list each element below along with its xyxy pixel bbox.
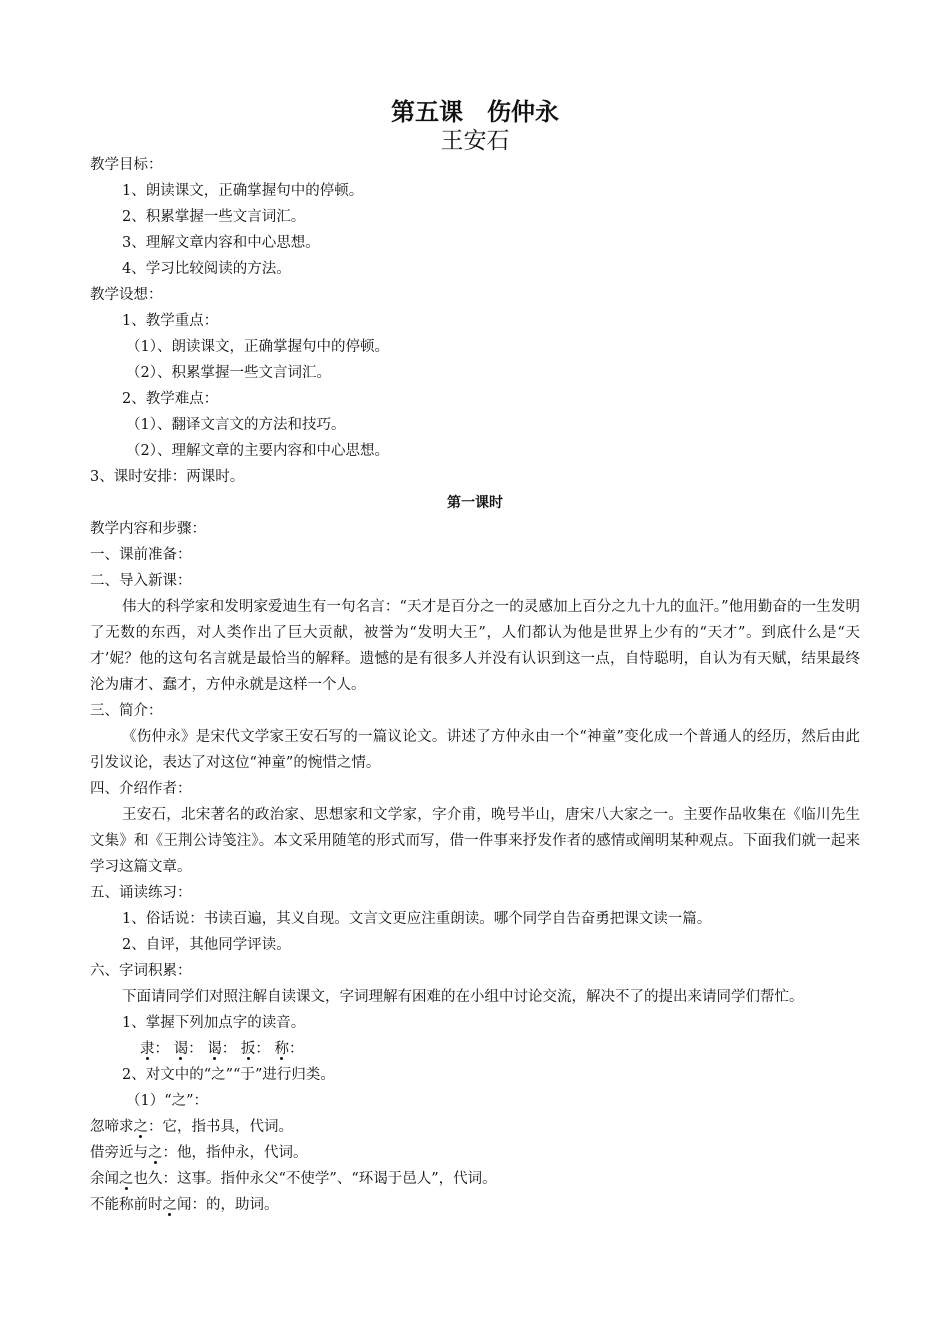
lesson-one-heading: 第一课时 — [447, 495, 503, 511]
zhi-example: 忽啼求之：它，指书具，代词。 — [90, 1119, 293, 1135]
schedule-line: 3、课时安排：两课时。 — [90, 469, 245, 485]
difficulty-heading: 2、教学难点： — [122, 391, 219, 407]
lesson-title: 第五课 伤仲永 — [391, 98, 559, 126]
dotted-char: 隶 — [140, 1041, 155, 1057]
key-point-item: （2）、积累掌握一些文言词汇。 — [126, 365, 331, 381]
reading-item: 1、俗话说：书读百遍，其义自现。文言文更应注重朗读。哪个同学自告奋勇把课文读一篇。 — [122, 911, 712, 927]
goals-heading: 教学目标： — [90, 157, 163, 173]
zhi-example: 余闻之也久：这事。指仲永父“不使学”、“环谒于邑人”，代词。 — [90, 1171, 497, 1187]
zhi-example: 借旁近与之：他，指仲永，代词。 — [90, 1145, 308, 1161]
section-prep: 一、课前准备： — [90, 547, 192, 563]
zhi-example: 不能称前时之闻：的，助词。 — [90, 1197, 279, 1213]
section-author: 四、介绍作者： — [90, 781, 192, 797]
section-intro: 二、导入新课： — [90, 573, 192, 589]
key-points-heading: 1、教学重点： — [122, 313, 219, 329]
zhi-heading: （1）“之”： — [126, 1093, 209, 1109]
summary-paragraph: 《伤仲永》是宋代文学家王安石写的一篇议论文。讲述了方仲永由一个“神童”变化成一个普通人的经历，然后由此引发议论，表达了对这位“神童”的惋惜之情。 — [90, 729, 860, 771]
author-paragraph: 王安石，北宋著名的政治家、思想家和文学家，字介甫，晚号半山，唐宋八大家之一。主要作品收集在《临川先生文集》和《王荆公诗笺注》。本文采用随笔的形式而写，借一件事来抒发作者的感情或阐明某种观点。下面我们就一起来学习这篇文章。 — [90, 807, 860, 875]
goal-item: 4、学习比较阅读的方法。 — [122, 261, 291, 277]
dotted-char: 称 — [274, 1041, 289, 1057]
section-summary: 三、简介： — [90, 703, 163, 719]
classify-heading: 2、对文中的“之”“于”进行归类。 — [122, 1067, 335, 1083]
steps-heading: 教学内容和步骤： — [90, 521, 206, 537]
goal-item: 1、朗读课文，正确掌握句中的停顿。 — [122, 183, 364, 199]
dotted-char: 谒 — [207, 1041, 222, 1057]
difficulty-item: （2）、理解文章的主要内容和中心思想。 — [126, 443, 389, 459]
intro-paragraph: 伟大的科学家和发明家爱迪生有一句名言：“天才是百分之一的灵感加上百分之九十九的血汗。”他用勤奋的一生发明了无数的东西，对人类作出了巨大贡献，被誉为“发明大王”，人们都认为他是世界上少有的“天才”。到底什么是“天才’妮？他的这句名言就是最恰当的解释。遗憾的是有很多人并没有认识到这一点，自恃聪明，自认为有天赋，结果最终沦为庸才、蠢才，方仲永就是这样一个人。 — [90, 599, 860, 693]
goal-item: 2、积累掌握一些文言词汇。 — [122, 209, 306, 225]
dotted-char: 谒 — [173, 1041, 189, 1057]
dotted-char: 之 — [119, 1171, 134, 1187]
dotted-char: 之 — [133, 1119, 148, 1135]
pronunciation-chars: 隶： 谒： 谒： 扳： 称： — [140, 1041, 304, 1057]
document-body — [90, 152, 860, 1218]
dotted-char: 扳 — [240, 1041, 256, 1057]
pronunciation-heading: 1、掌握下列加点字的读音。 — [122, 1015, 306, 1031]
dotted-char: 之 — [162, 1197, 177, 1213]
vocab-paragraph: 下面请同学们对照注解自读课文，字词理解有困难的在小组中讨论交流，解决不了的提出来请同学们帮忙。 — [122, 989, 804, 1005]
author-name: 王安石 — [440, 128, 510, 154]
goal-item: 3、理解文章内容和中心思想。 — [122, 235, 320, 251]
reading-item: 2、自评，其他同学评读。 — [122, 937, 291, 953]
section-reading: 五、诵读练习： — [90, 885, 192, 901]
plan-heading: 教学设想： — [90, 287, 163, 303]
dotted-char: 之 — [148, 1145, 163, 1161]
section-vocab: 六、字词积累： — [90, 963, 192, 979]
difficulty-item: （1）、翻译文言文的方法和技巧。 — [126, 417, 346, 433]
key-point-item: （1）、朗读课文，正确掌握句中的停顿。 — [126, 339, 389, 355]
